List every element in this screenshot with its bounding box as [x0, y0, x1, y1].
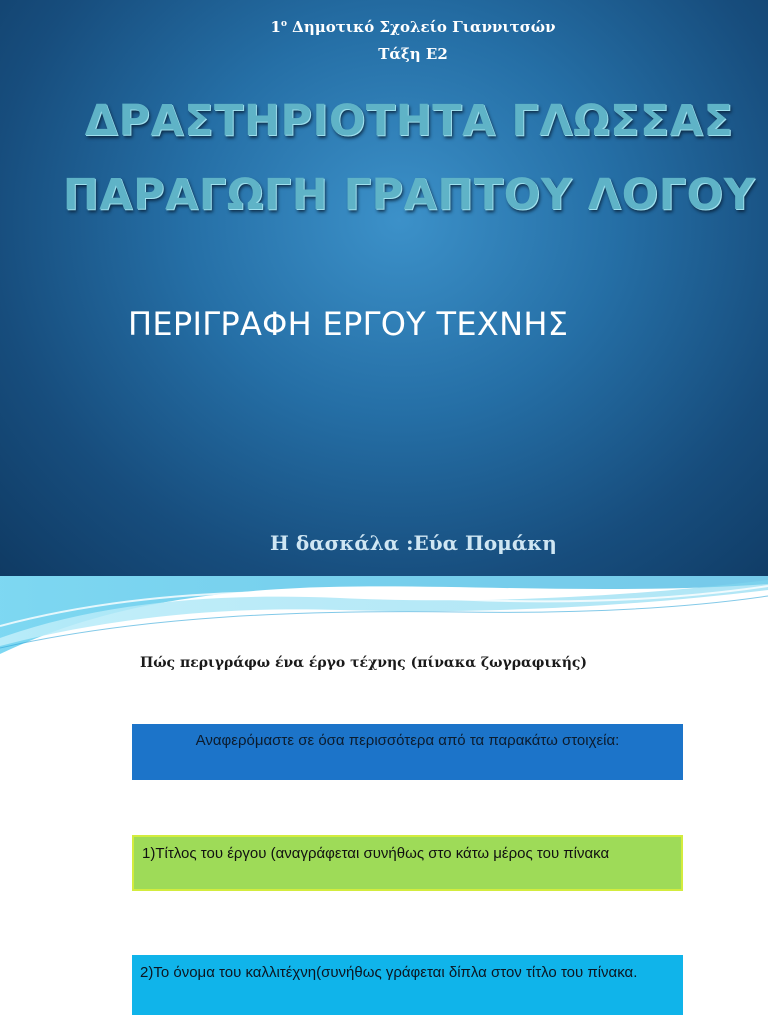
main-title-line1: ΔΡΑΣΤΗΡΙΟΤΗΤΑ ΓΛΩΣΣΑΣ — [84, 96, 734, 146]
class-label: Τάξη Ε2 — [378, 45, 448, 63]
decorative-waves — [0, 576, 768, 656]
item-box-title: 1)Τίτλος του έργου (αναγράφεται συνήθως στο κάτω μέρος του πίνακα — [132, 835, 683, 891]
slide-heading: Πώς περιγράφω ένα έργο τέχνης (πίνακα ζωγραφικής) — [140, 655, 588, 671]
intro-box: Αναφερόμαστε σε όσα περισσότερα από τα παρακάτω στοιχεία: — [132, 724, 683, 780]
content-slide — [0, 576, 768, 1024]
main-title-line2: ΠΑΡΑΓΩΓΗ ΓΡΑΠΤΟΥ ΛΟΓΟΥ — [62, 170, 756, 220]
teacher-name: Η δασκάλα :Εύα Πομάκη — [270, 531, 557, 555]
school-name: $1^o$ Δημοτικό Σχολείο Γιαννιτσών — [270, 18, 556, 36]
slide-subtitle: ΠΕΡΙΓΡΑΦΗ ΕΡΓΟΥ ΤΕΧΝΗΣ — [128, 305, 569, 343]
ordinal-superscript: ο — [280, 19, 287, 29]
item-box-artist: 2)Το όνομα του καλλιτέχνη(συνήθως γράφεται δίπλα στον τίτλο του πίνακα. — [132, 955, 683, 1015]
